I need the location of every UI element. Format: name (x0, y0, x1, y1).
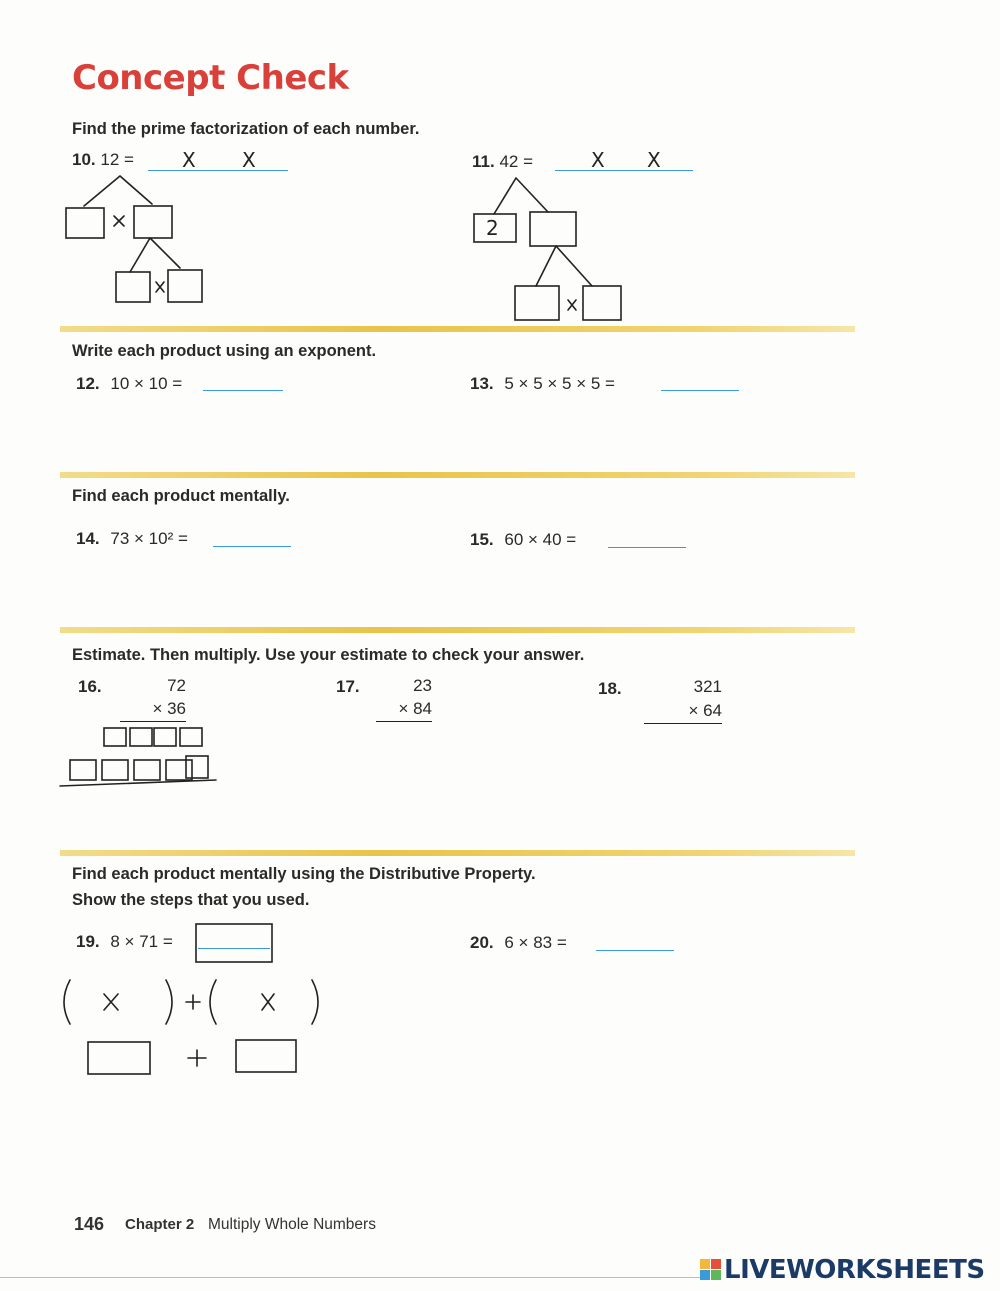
problem-expression: 6 × 83 = (504, 933, 567, 952)
problem-17-number: 17. (336, 677, 360, 696)
step-factor-19d[interactable] (276, 990, 312, 1018)
problem-expression: 12 = (100, 150, 134, 169)
answer-field-14[interactable] (213, 526, 291, 547)
problem-18-number: 18. (598, 679, 622, 698)
tree-branch-10b (130, 238, 180, 272)
work-area-18[interactable] (640, 728, 730, 788)
liveworksheets-logo-icon (700, 1259, 722, 1281)
problem-number: 20. (470, 933, 494, 952)
footer-rule (0, 1277, 700, 1278)
problem-number: 11. (472, 152, 495, 171)
tree-box-10c (116, 272, 150, 302)
answer-field-20[interactable] (596, 930, 674, 951)
step-factor-19c[interactable] (226, 990, 262, 1018)
answer-field-12[interactable] (203, 370, 283, 391)
answer-field-13[interactable] (661, 370, 739, 391)
problem-16-bottom: × 36 (120, 699, 186, 722)
page-number: 146 (74, 1214, 105, 1234)
problem-number: 12. (76, 374, 100, 393)
instruction-distributive-2: Show the steps that you used. (72, 891, 310, 909)
tree-box-10d (168, 270, 202, 302)
tree-branch-11b (536, 246, 592, 286)
section-divider (60, 472, 855, 478)
factor-value-11a: 2 (486, 216, 499, 240)
problem-17-top: 23 (413, 676, 432, 695)
tree-box-11d (583, 286, 621, 320)
step-answer-19a[interactable] (88, 1042, 150, 1074)
problem-18-top: 321 (693, 677, 722, 696)
problem-number: 10. (72, 150, 96, 169)
answer-field-15[interactable] (608, 527, 686, 548)
paren-close-2 (312, 980, 318, 1024)
times-mark-10 (114, 216, 124, 226)
tree-branch-11 (494, 178, 548, 214)
work-area-17[interactable] (370, 726, 440, 786)
answer-field-19[interactable] (198, 926, 270, 949)
tree-box-10a (66, 208, 104, 238)
problem-13 (470, 374, 615, 394)
handwritten-marks: X X (182, 148, 276, 172)
problem-number: 14. (76, 529, 100, 548)
problem-number: 19. (76, 932, 100, 951)
problem-18-bottom: × 64 (644, 701, 722, 724)
times-mark-10b (156, 282, 164, 292)
problem-19 (76, 932, 173, 952)
problem-15 (470, 530, 576, 550)
chapter-label: Chapter 2 (125, 1216, 195, 1233)
instruction-mental: Find each product mentally. (72, 487, 290, 505)
work-area-16[interactable] (100, 724, 210, 784)
instruction-estimate: Estimate. Then multiply. Use your estimate to check your answer. (72, 646, 585, 664)
problem-expression: 5 × 5 × 5 × 5 = (504, 374, 615, 393)
problem-expression: 60 × 40 = (504, 530, 577, 549)
problem-number: 15. (470, 530, 494, 549)
step-factor-19a[interactable] (90, 990, 130, 1018)
problem-12 (76, 374, 182, 394)
chapter-title: Multiply Whole Numbers (208, 1216, 376, 1233)
tree-box-11a (474, 214, 516, 242)
problem-14 (76, 529, 188, 549)
section-divider (60, 326, 855, 332)
page-title: Concept Check (72, 58, 349, 98)
distributive-plus (186, 1044, 204, 1069)
tree-box-10b (134, 206, 172, 238)
instruction-exponent: Write each product using an exponent. (72, 342, 377, 360)
problem-16-top: 72 (167, 676, 186, 695)
problem-number: 13. (470, 374, 494, 393)
times-mark-11 (568, 300, 576, 310)
tree-box-11b (530, 212, 576, 246)
problem-20 (470, 933, 567, 953)
instruction-distributive-1: Find each product mentally using the Distributive Property. (72, 865, 536, 883)
problem-expression: 8 × 71 = (110, 932, 173, 951)
problem-17-bottom: × 84 (376, 699, 432, 722)
problem-expression: 42 = (499, 152, 533, 171)
problem-16-number: 16. (78, 677, 102, 696)
brand-wordmark: LIVEWORKSHEETS (724, 1255, 985, 1285)
step-factor-19b[interactable] (130, 990, 166, 1018)
step-answer-19b[interactable] (236, 1040, 296, 1072)
problem-expression: 73 × 10² = (110, 529, 188, 548)
tree-branch-10 (84, 176, 152, 206)
handwritten-marks: X X (591, 148, 679, 172)
problem-expression: 10 × 10 = (110, 374, 183, 393)
section-divider (60, 627, 855, 633)
section-divider (60, 850, 855, 856)
tree-box-11c (515, 286, 559, 320)
instruction-prime: Find the prime factorization of each number. (72, 120, 420, 138)
